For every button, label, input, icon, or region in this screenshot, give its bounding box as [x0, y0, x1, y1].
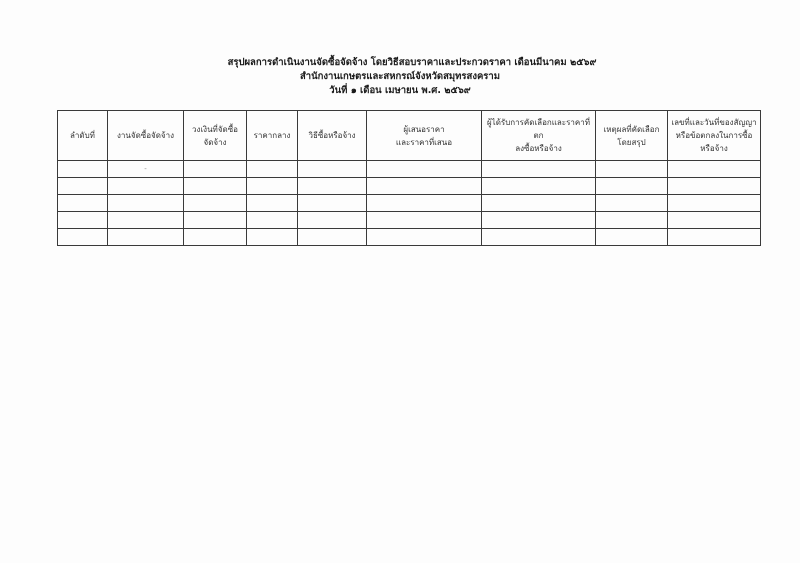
table-body: [58, 161, 761, 246]
column-header-line: เลขที่และวันที่ของสัญญา: [671, 118, 757, 127]
table-cell: [482, 161, 596, 178]
table-cell: [482, 195, 596, 212]
column-header-line: งานจัดซื้อจัดจ้าง: [117, 131, 174, 140]
table-cell: [298, 161, 367, 178]
table-cell: [247, 229, 298, 246]
table-cell: [58, 212, 108, 229]
column-header: [58, 111, 108, 161]
table-cell: [596, 229, 668, 246]
column-header-line: ผู้ได้รับการคัดเลือกและราคาที่ตก: [486, 118, 590, 140]
table-cell: [58, 161, 108, 178]
table-cell: [596, 161, 668, 178]
table-cell: [298, 212, 367, 229]
table-cell: [108, 229, 184, 246]
table-cell: [108, 178, 184, 195]
table-cell: [367, 161, 482, 178]
table-cell: [367, 229, 482, 246]
column-header-line: วิธีซื้อหรือจ้าง: [308, 131, 356, 140]
column-header-line: ลำดับที่: [70, 131, 95, 140]
column-header-line: ผู้เสนอราคา: [403, 124, 445, 134]
table-cell: [367, 195, 482, 212]
table-row: [58, 161, 761, 178]
procurement-summary-table: [57, 110, 761, 246]
agency-name: สำนักงานเกษตรและสหกรณ์จังหวัดสมุทรสงคราม: [299, 71, 501, 82]
table-cell: [58, 178, 108, 195]
document-header: [0, 56, 800, 98]
column-header: [184, 111, 247, 161]
column-header-line: ลงซื้อหรือจ้าง: [515, 144, 562, 153]
table-cell: [596, 212, 668, 229]
column-header: [482, 111, 596, 161]
column-header-line: และราคาที่เสนอ: [395, 137, 453, 147]
table-cell: [298, 195, 367, 212]
column-header: [596, 111, 668, 161]
column-header: [298, 111, 367, 161]
table-cell: [482, 178, 596, 195]
table-cell: [668, 195, 761, 212]
column-header-line: เหตุผลที่คัดเลือก: [603, 124, 660, 134]
table-cell: -: [108, 161, 184, 178]
table-cell: [668, 229, 761, 246]
table-row: [58, 212, 761, 229]
table-row: [58, 178, 761, 195]
table-cell: [482, 212, 596, 229]
table-cell: [184, 212, 247, 229]
document-title: สรุปผลการดำเนินงานจัดซื้อจัดจ้าง โดยวิธีสอบราคาและประกวดราคา เดือนมีนาคม ๒๕๖๙: [227, 57, 597, 68]
table-row: [58, 229, 761, 246]
table-cell: [58, 195, 108, 212]
column-header-line: จัดจ้าง: [203, 137, 227, 147]
column-header: [668, 111, 761, 161]
column-header: [367, 111, 482, 161]
table-cell: [184, 195, 247, 212]
table-cell: [184, 178, 247, 195]
column-header-line: หรือจ้าง: [700, 144, 728, 153]
table-cell: [184, 229, 247, 246]
table-cell: [367, 178, 482, 195]
table-cell: [596, 178, 668, 195]
table-cell: [247, 178, 298, 195]
table-header-row: [58, 111, 761, 161]
table-cell: [298, 229, 367, 246]
table-cell: [482, 229, 596, 246]
column-header-line: ราคากลาง: [253, 131, 291, 140]
table-cell: [247, 212, 298, 229]
table-row: [58, 195, 761, 212]
column-header-line: โดยสรุป: [617, 137, 646, 147]
table-cell: [298, 178, 367, 195]
table-cell: [184, 161, 247, 178]
column-header: [247, 111, 298, 161]
table-cell: [668, 161, 761, 178]
report-date: วันที่ ๑ เดือน เมษายน พ.ศ. ๒๕๖๙: [329, 85, 471, 96]
column-header: [108, 111, 184, 161]
table-cell: [367, 212, 482, 229]
table-cell: [58, 229, 108, 246]
column-header-line: หรือข้อตกลงในการซื้อ: [675, 131, 753, 140]
table-cell: [668, 178, 761, 195]
table-cell: [596, 195, 668, 212]
table-cell: [108, 195, 184, 212]
table-cell: [668, 212, 761, 229]
table-cell: [247, 195, 298, 212]
column-header-line: วงเงินที่จัดซื้อ: [192, 124, 238, 134]
table-cell: [247, 161, 298, 178]
table-cell: [108, 212, 184, 229]
